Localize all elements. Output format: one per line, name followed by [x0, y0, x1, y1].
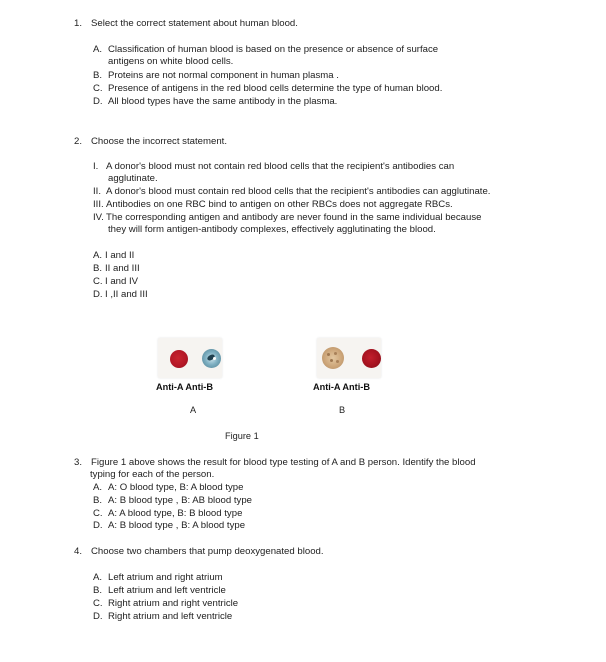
panel-a-name: A [190, 405, 197, 415]
option-text: All blood types have the same antibody in the plasma. [108, 96, 338, 107]
q2-option-c[interactable] [93, 276, 138, 288]
q1-option-a-continued: antigens on white blood cells. [108, 56, 234, 67]
q1-option-d[interactable] [93, 96, 337, 108]
option-text: A: O blood type, B: A blood type [108, 482, 244, 493]
roman-numeral: IV. [93, 212, 104, 223]
option-letter: B. [93, 263, 103, 274]
option-text: A: B blood type , B: AB blood type [108, 495, 252, 506]
q2-statement-3 [93, 199, 453, 211]
question-stem: Select the correct statement about human blood. [91, 18, 298, 29]
question-2 [74, 136, 227, 148]
option-letter: A. [93, 250, 103, 261]
option-letter: B. [93, 495, 103, 506]
q4-option-a[interactable] [93, 572, 223, 584]
question-number: 3. [74, 457, 83, 468]
statement-text: A donor's blood must contain red blood cells that the recipient's antibodies can agglutinate. [106, 186, 491, 197]
option-text: Right atrium and right ventricle [108, 598, 239, 609]
option-text: Presence of antigens in the red blood cells determine the type of human blood. [108, 83, 443, 94]
statement-text: A donor's blood must not contain red blood cells that the recipient's antibodies can [106, 161, 455, 172]
q3-option-b[interactable] [93, 495, 252, 507]
blood-test-card-a [158, 338, 222, 378]
option-text: I and IV [105, 276, 139, 287]
question-3-continued: typing for each of the person. [90, 469, 215, 480]
option-text: A: A blood type, B: B blood type [108, 508, 243, 519]
option-letter: D. [93, 520, 103, 531]
q3-option-a[interactable] [93, 482, 243, 494]
option-letter: A. [93, 44, 103, 55]
roman-numeral: II. [93, 186, 101, 197]
option-letter: D. [93, 289, 103, 300]
option-letter: A. [93, 572, 103, 583]
option-letter: B. [93, 585, 103, 596]
q2-statement-2 [93, 186, 490, 198]
option-text: I ,II and III [105, 289, 148, 300]
q1-option-a[interactable] [93, 44, 438, 56]
option-letter: C. [93, 83, 103, 94]
statement-text: Antibodies on one RBC bind to antigen on other RBCs does not aggregate RBCs. [106, 199, 453, 210]
question-number: 4. [74, 546, 83, 557]
panel-a-labels: Anti-A Anti-B [156, 382, 213, 392]
question-4 [74, 546, 324, 558]
panel-b-name: B [339, 405, 346, 415]
q4-option-c[interactable] [93, 598, 238, 610]
option-text: I and II [105, 250, 135, 261]
option-letter: C. [93, 508, 103, 519]
q4-option-b[interactable] [93, 585, 226, 597]
option-letter: A. [93, 482, 103, 493]
anti-b-drop-a-agglutinated [202, 349, 221, 368]
question-number: 2. [74, 136, 83, 147]
anti-a-drop-a [170, 350, 188, 368]
option-text: II and III [105, 263, 140, 274]
q2-statement-1-continued: agglutinate. [108, 173, 158, 184]
option-text: A: B blood type , B: A blood type [108, 520, 246, 531]
panel-b-labels: Anti-A Anti-B [313, 382, 370, 392]
option-letter: C. [93, 276, 103, 287]
option-text: Left atrium and left ventricle [108, 585, 226, 596]
option-letter: B. [93, 70, 103, 81]
statement-text: The corresponding antigen and antibody are never found in the same individual because [106, 212, 482, 223]
q1-option-c[interactable] [93, 83, 442, 95]
option-text: Classification of human blood is based on the presence or absence of surface [108, 44, 439, 55]
q2-option-d[interactable] [93, 289, 148, 301]
q3-option-d[interactable] [93, 520, 245, 532]
q4-option-d[interactable] [93, 611, 232, 623]
figure-caption: Figure 1 [225, 431, 259, 441]
anti-a-drop-b-agglutinated [322, 347, 344, 369]
question-number: 1. [74, 18, 83, 29]
q2-option-a[interactable] [93, 250, 134, 262]
option-text: Right atrium and left ventricle [108, 611, 233, 622]
option-letter: D. [93, 96, 103, 107]
q2-statement-1 [93, 161, 454, 173]
question-stem: Choose the incorrect statement. [91, 136, 227, 147]
question-stem: Choose two chambers that pump deoxygenated blood. [91, 546, 324, 557]
option-letter: D. [93, 611, 103, 622]
anti-b-drop-b [362, 349, 381, 368]
q1-option-b[interactable] [93, 70, 339, 82]
q2-statement-4-continued: they will form antigen-antibody complexes, effectively agglutinating the blood. [108, 224, 436, 235]
q3-option-c[interactable] [93, 508, 242, 520]
q2-option-b[interactable] [93, 263, 140, 275]
question-stem: Figure 1 above shows the result for blood type testing of A and B person. Identify the blood [91, 457, 476, 468]
question-1 [74, 18, 298, 30]
option-letter: C. [93, 598, 103, 609]
question-3 [74, 457, 476, 469]
roman-numeral: III. [93, 199, 104, 210]
option-text: Proteins are not normal component in human plasma . [108, 70, 339, 81]
blood-test-card-b [317, 338, 381, 378]
option-text: Left atrium and right atrium [108, 572, 223, 583]
q2-statement-4 [93, 212, 481, 224]
roman-numeral: I. [93, 161, 99, 172]
